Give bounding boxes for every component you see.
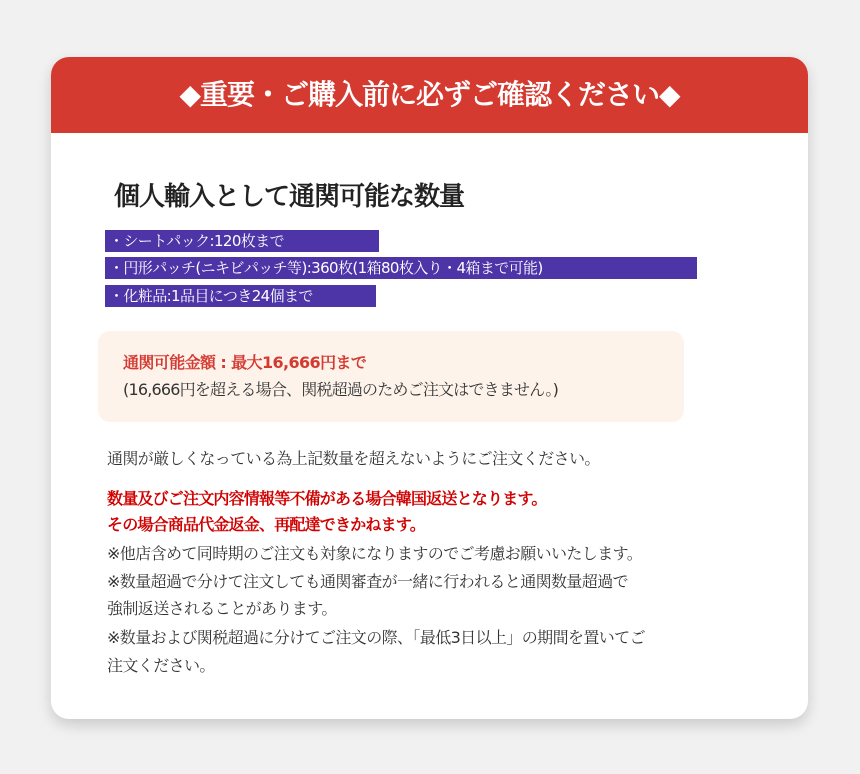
amount-limit-title: 通関可能金額 : 最大16,666円まで xyxy=(123,353,367,372)
notice-card xyxy=(51,57,808,719)
order-instruction-text: 通関が厳しくなっている為上記数量を超えないようにご注文ください。 xyxy=(107,449,600,468)
note-line: ※数量および関税超過に分けてご注文の際、「最低3日以上」の期間を置いてご xyxy=(107,628,645,647)
return-warning-text: 数量及びご注文内容情報等不備がある場合韓国返送となります。 xyxy=(107,489,547,508)
quantity-item-cosmetics: ・化粧品:1品目につき24個まで xyxy=(105,285,376,307)
refund-warning-text: その場合商品代金返金、再配達できかねます。 xyxy=(107,515,425,534)
quantity-item-round-patch: ・円形パッチ(ニキビパッチ等):360枚(1箱80枚入り・4箱まで可能) xyxy=(105,257,697,279)
note-line: 強制返送されることがあります。 xyxy=(107,599,337,618)
amount-notice-box xyxy=(98,331,684,422)
header-banner: ◆重要・ご購入前に必ずご確認ください◆ xyxy=(51,57,808,133)
note-line: ※他店含めて同時期のご注文も対象になりますのでご考慮お願いいたします。 xyxy=(107,544,643,563)
amount-limit-note: (16,666円を超える場合、関税超過のためご注文はできません。) xyxy=(123,380,559,399)
quantity-section-title: 個人輸入として通関可能な数量 xyxy=(114,182,465,212)
note-line: ※数量超過で分けて注文しても通関審査が一緒に行われると通関数量超過で xyxy=(107,572,629,591)
note-line: 注文ください。 xyxy=(107,656,215,675)
quantity-item-sheet-pack: ・シートパック:120枚まで xyxy=(105,230,379,252)
